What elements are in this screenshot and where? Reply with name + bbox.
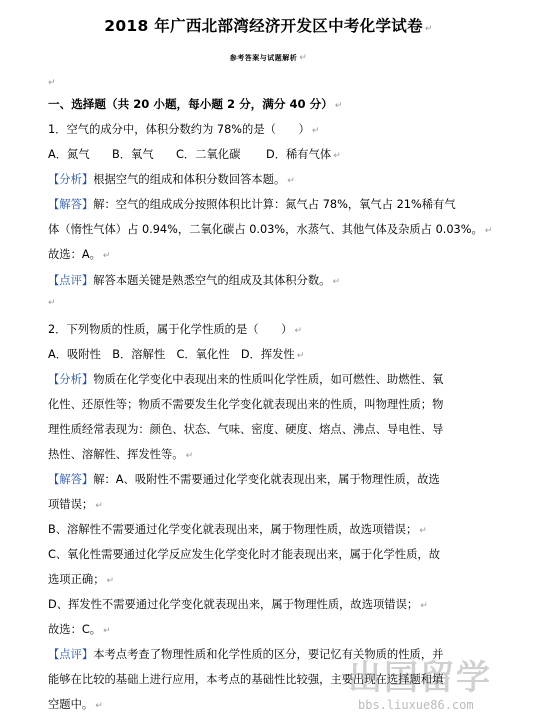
watermark-logo: [348, 650, 533, 720]
analysis-tag: 【分析】: [48, 373, 94, 386]
paragraph-mark: ↵: [48, 78, 56, 88]
question-2-comment-line-1: 【点评】本考点考查了物理性质和化学性质的区分，要记忆有关物质的性质，并: [48, 648, 444, 661]
question-2-answer-b: B、溶解性不需要通过化学变化就表现出来，属于物理性质，故选项错误； ↵: [48, 523, 427, 536]
comment-tag: 【点评】: [48, 274, 94, 287]
question-1-answer-line-2: 体（惰性气体）占 0.94%，二氧化碳占 0.03%，水蒸气、其他气体及杂质占 0.03%。 ↵: [48, 223, 493, 236]
question-2-answer-line-2: 项错误； ↵: [48, 498, 103, 511]
section-heading: 一、选择题（共 20 小题，每小题 2 分，满分 40 分） ↵: [48, 97, 343, 111]
question-2-comment-line-2: 能够在比较的基础上进行应用，本考点的基础性比较强，主要出现在选择题和填: [48, 673, 444, 686]
paragraph-mark: ↵: [299, 53, 308, 63]
paragraph-mark: ↵: [424, 24, 433, 34]
option-d: D．稀有气体: [266, 148, 332, 161]
answer-tag: 【解答】: [48, 198, 94, 211]
question-2-analysis-line-4: 热性、溶解性、挥发性等。 ↵: [48, 448, 194, 461]
question-2-options: A．吸附性 B．溶解性 C．氧化性 D．挥发性 ↵: [48, 348, 305, 361]
question-1-stem: 1．空气的成分中，体积分数约为 78%的是（ ） ↵: [48, 123, 320, 136]
page-subtitle: 参考答案与试题解析 ↵: [229, 53, 308, 63]
paragraph-mark: ↵: [48, 298, 56, 308]
watermark-text: 出国留学: [348, 658, 492, 698]
option-c: C．二氧化碳: [176, 148, 241, 161]
analysis-tag: 【分析】: [48, 173, 94, 186]
question-2-answer-c-line-2: 选项正确； ↵: [48, 573, 115, 586]
comment-tag: 【点评】: [48, 648, 94, 661]
question-1-analysis: 【分析】根据空气的组成和体积分数回答本题。 ↵: [48, 173, 295, 186]
question-2-analysis-line-1: 【分析】物质在化学变化中表现出来的性质叫化学性质，如可燃性、助燃性、氧: [48, 373, 444, 386]
option-a: A．氮气: [48, 148, 90, 161]
question-2-analysis-line-2: 化性、还原性等；物质不需要发生化学变化就表现出来的性质，叫物理性质；物: [48, 398, 444, 411]
question-1-choice: 故选：A。 ↵: [48, 248, 111, 261]
question-1-answer-line-1: 【解答】解：空气的组成成分按照体积比计算：氮气占 78%，氧气占 21%稀有气: [48, 198, 456, 211]
question-2-comment-line-3: 空题中。 ↵: [48, 698, 103, 711]
question-2-choice: 故选：C。 ↵: [48, 623, 111, 636]
question-2-answer-line-1: 【解答】解：A、吸附性不需要通过化学变化就表现出来，属于物理性质，故选: [48, 473, 440, 486]
question-2-analysis-line-3: 理性质经常表现为：颜色、状态、气味、密度、硬度、熔点、沸点、导电性、导: [48, 423, 444, 436]
answer-tag: 【解答】: [48, 473, 94, 486]
question-1-comment: 【点评】解答本题关键是熟悉空气的组成及其体积分数。 ↵: [48, 274, 340, 287]
watermark-url: bbs.liuxue86.com: [358, 698, 474, 712]
question-2-answer-d: D、挥发性不需要通过化学变化就表现出来，属于物理性质，故选项错误； ↵: [48, 598, 428, 611]
page-title: 2018 年广西北部湾经济开发区中考化学试卷 ↵: [104, 17, 433, 35]
question-2-stem: 2．下列物质的性质，属于化学性质的是（ ） ↵: [48, 323, 302, 336]
question-2-answer-c-line-1: C、氧化性需要通过化学反应发生化学变化时才能表现出来，属于化学性质，故: [48, 548, 440, 561]
option-b: B．氧气: [112, 148, 154, 161]
question-1-options: A．氮气 B．氧气 C．二氧化碳 D．稀有气体 ↵: [48, 148, 341, 161]
